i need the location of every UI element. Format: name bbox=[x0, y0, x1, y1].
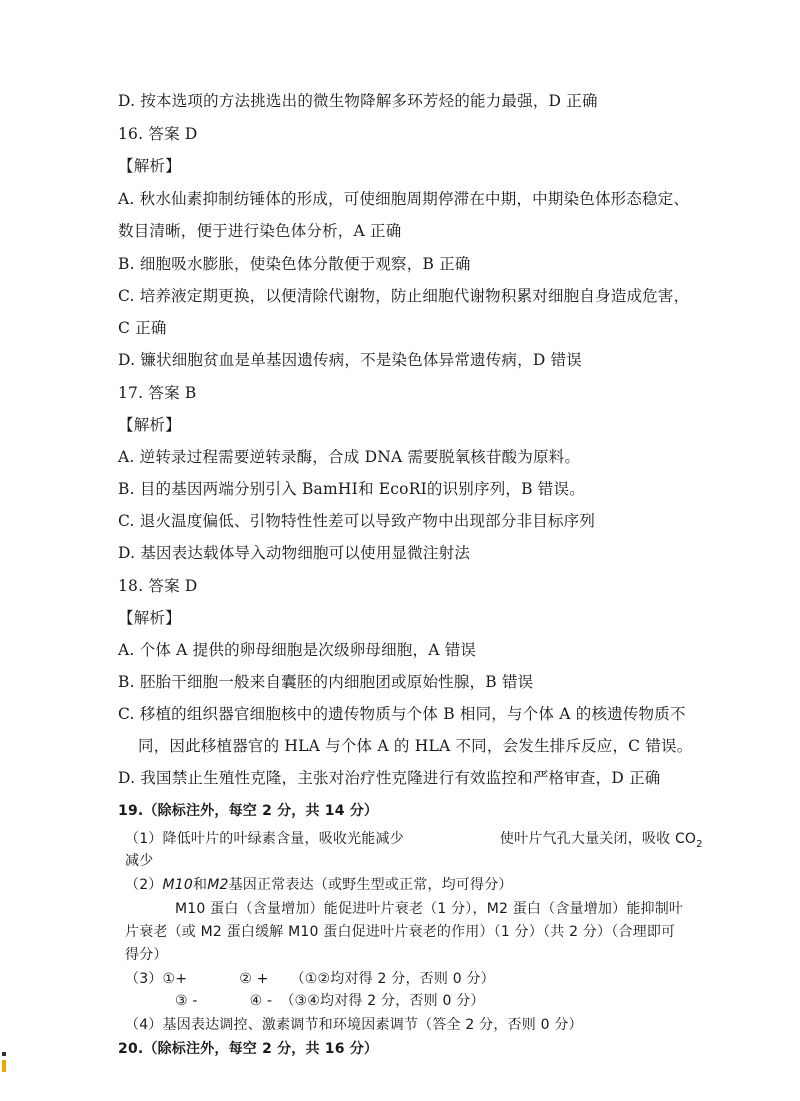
q19-part3-note1: （①②均对得 2 分，否则 0 分） bbox=[290, 971, 495, 987]
q16-option-a-line2: 数目清晰，便于进行染色体分析，A 正确 bbox=[118, 222, 402, 240]
q20-heading: 20.（除标注外，每空 2 分，共 16 分） bbox=[118, 1041, 379, 1057]
conjunction: 和 bbox=[193, 877, 208, 893]
q18-option-a: A. 个体 A 提供的卵母细胞是次级卵母细胞，A 错误 bbox=[118, 641, 477, 659]
q19-part2-line3: 片衰老（或 M2 蛋白缓解 M10 蛋白促进叶片衰老的作用）（1 分）（共 2 分）（合理即可 bbox=[125, 924, 676, 940]
q17-answer: 17. 答案 B bbox=[118, 384, 197, 402]
q18-analysis-heading: 【解析】 bbox=[118, 609, 181, 627]
q16-analysis-heading: 【解析】 bbox=[118, 157, 181, 175]
q16-option-a-line1: A. 秋水仙素抑制纺锤体的形成，可使细胞周期停滞在中期，中期染色体形态稳定、 bbox=[118, 190, 690, 208]
blank-4: ④ - bbox=[249, 993, 273, 1009]
margin-marker bbox=[2, 1060, 6, 1072]
q16-option-c-line1: C. 培养液定期更换，以便清除代谢物，防止细胞代谢物积累对细胞自身造成危害， bbox=[118, 287, 690, 305]
q19-part1-line1 bbox=[125, 828, 703, 856]
q19-part1-b: 使叶片气孔大量关闭，吸收 CO bbox=[499, 831, 697, 847]
q16-answer: 16. 答案 D bbox=[118, 125, 198, 143]
q19-part3-line1 bbox=[125, 968, 495, 990]
q19-heading: 19.（除标注外，每空 2 分，共 14 分） bbox=[118, 803, 379, 819]
q19-part4: （4）基因表达调控、激素调节和环境因素调节（答全 2 分，否则 0 分） bbox=[125, 1017, 583, 1033]
co2-subscript: 2 bbox=[696, 838, 703, 850]
q17-option-d: D. 基因表达载体导入动物细胞可以使用显微注射法 bbox=[118, 544, 471, 562]
q19-part2-line2: M10 蛋白（含量增加）能促进叶片衰老（1 分），M2 蛋白（含量增加）能抑制叶 bbox=[175, 901, 684, 917]
q18-option-d: D. 我国禁止生殖性克隆，主张对治疗性克隆进行有效监控和严格审查，D 正确 bbox=[118, 769, 661, 787]
q19-part3-line2 bbox=[175, 990, 485, 1012]
gene-m2: M2 bbox=[207, 877, 229, 893]
q19-part1-a: （1）降低叶片的叶绿素含量，吸收光能减少 bbox=[125, 831, 404, 847]
q16-option-d: D. 镰状细胞贫血是单基因遗传病，不是染色体异常遗传病，D 错误 bbox=[118, 351, 582, 369]
q19-part2-text: 基因正常表达（或野生型或正常，均可得分） bbox=[228, 877, 513, 893]
margin-dot bbox=[2, 1052, 6, 1056]
q19-part2-line1 bbox=[125, 874, 513, 896]
q19-part1-line2: 减少 bbox=[125, 853, 154, 869]
q19-part3-note2: （③④均对得 2 分，否则 0 分） bbox=[280, 993, 485, 1009]
q17-option-c: C. 退火温度偏低、引物特性性差可以导致产物中出现部分非目标序列 bbox=[118, 512, 596, 530]
q16-option-c-line2: C 正确 bbox=[118, 319, 167, 337]
q16-option-b: B. 细胞吸水膨胀，使染色体分散便于观察，B 正确 bbox=[118, 255, 471, 273]
q18-answer: 18. 答案 D bbox=[118, 577, 198, 595]
q15-option-d: D. 按本选项的方法挑选出的微生物降解多环芳烃的能力最强，D 正确 bbox=[118, 92, 598, 110]
q17-option-b: B. 目的基因两端分别引入 BamHⅠ和 EcoRⅠ的识别序列，B 错误。 bbox=[118, 480, 585, 498]
blank-2: ② + bbox=[239, 971, 269, 987]
q18-option-c-line2: 同，因此移植器官的 HLA 与个体 A 的 HLA 不同，会发生排斥反应，C 错误。 bbox=[138, 737, 693, 755]
q18-option-b: B. 胚胎干细胞一般来自囊胚的内细胞团或原始性腺，B 错误 bbox=[118, 673, 534, 691]
q19-part3-label: （3） bbox=[125, 971, 163, 987]
q17-option-a: A. 逆转录过程需要逆转录酶，合成 DNA 需要脱氧核苷酸为原料。 bbox=[118, 448, 581, 466]
blank-3: ③ - bbox=[175, 993, 198, 1009]
q19-part2-line4: 得分） bbox=[125, 947, 168, 963]
gene-m10: M10 bbox=[162, 877, 194, 893]
q17-analysis-heading: 【解析】 bbox=[118, 416, 181, 434]
q18-option-c-line1: C. 移植的组织器官细胞核中的遗传物质与个体 B 相同，与个体 A 的核遗传物质不 bbox=[118, 705, 686, 723]
blank-1: ①+ bbox=[162, 971, 188, 987]
q19-part2-label: （2） bbox=[125, 877, 163, 893]
